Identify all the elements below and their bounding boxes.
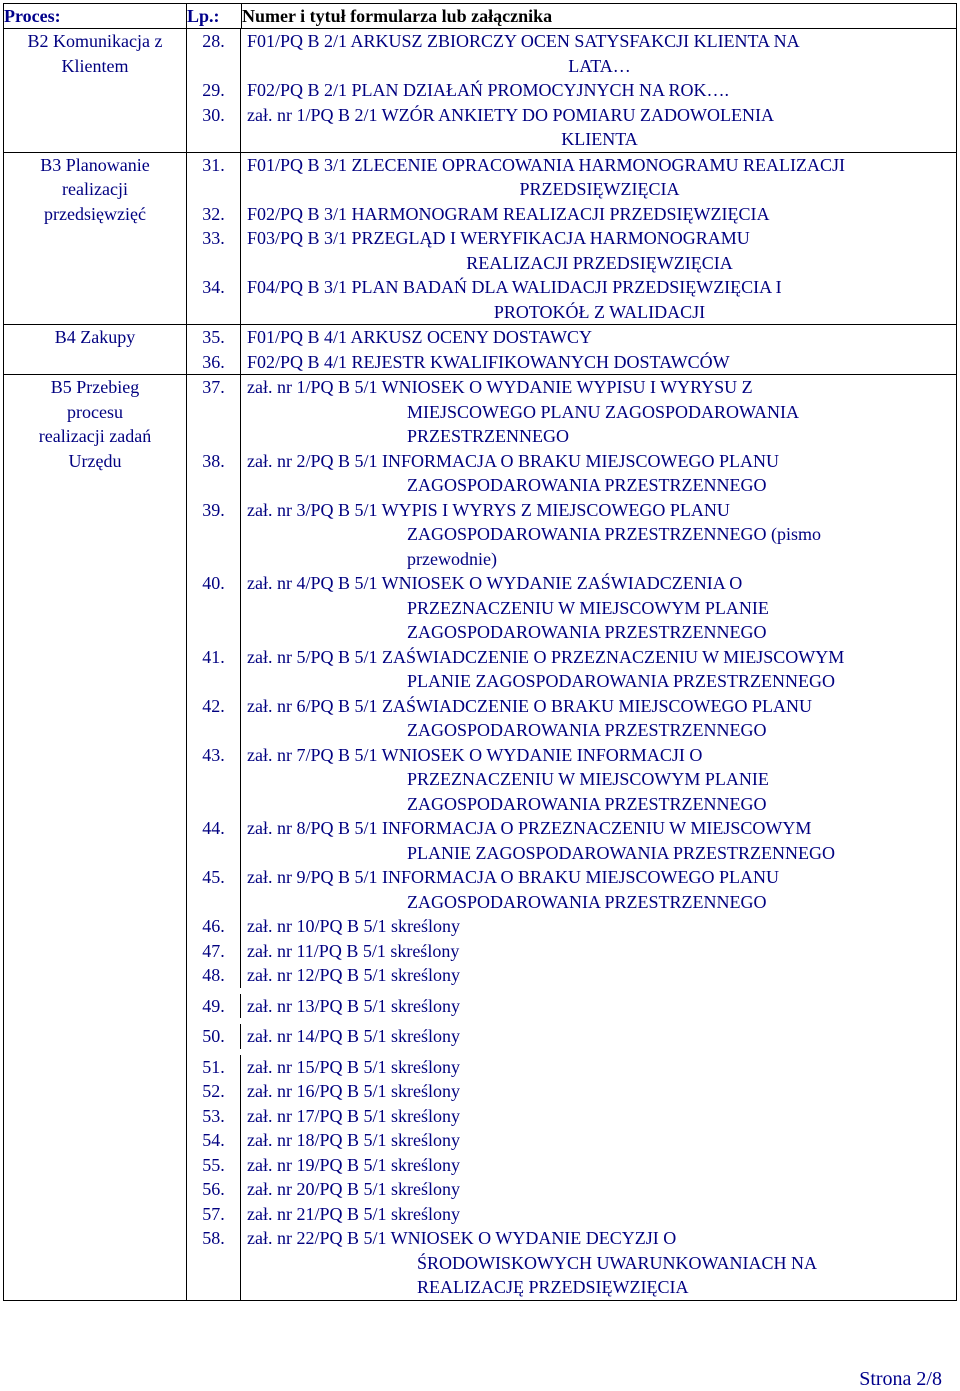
form-number: 44. (187, 816, 241, 865)
form-title-continuation: ZAGOSPODAROWANIA PRZESTRZENNEGO (407, 622, 767, 642)
form-item (187, 939, 956, 964)
form-title-line: zał. nr 12/PQ B 5/1 skreślony (247, 965, 460, 985)
form-number: 54. (187, 1128, 241, 1153)
form-item (187, 153, 956, 202)
process-label-line: B4 Zakupy (54, 327, 136, 347)
form-title-continuation: ZAGOSPODAROWANIA PRZESTRZENNEGO (407, 720, 767, 740)
form-item (187, 275, 956, 324)
forms-cell (187, 152, 957, 325)
form-title (241, 325, 956, 350)
form-title-continuation: ZAGOSPODAROWANIA PRZESTRZENNEGO (407, 475, 767, 495)
form-title-line: zał. nr 16/PQ B 5/1 skreślony (247, 1081, 460, 1101)
form-number: 39. (187, 498, 241, 572)
form-title (241, 743, 956, 817)
form-item (187, 694, 956, 743)
form-title-line: F04/PQ B 3/1 PLAN BADAŃ DLA WALIDACJI PRZEDSIĘWZIĘCIA I (247, 277, 782, 297)
form-title-continuation: REALIZACJI PRZEDSIĘWZIĘCIA (466, 252, 733, 273)
form-title-line: zał. nr 6/PQ B 5/1 ZAŚWIADCZENIE O BRAKU MIEJSCOWEGO PLANU (247, 695, 812, 716)
form-item (187, 1104, 956, 1129)
section-row (4, 325, 957, 375)
form-number: 47. (187, 939, 241, 964)
form-title-line: F02/PQ B 3/1 HARMONOGRAM REALIZACJI PRZEDSIĘWZIĘCIA (247, 203, 770, 224)
table-header-row (4, 4, 957, 29)
form-title (241, 939, 956, 964)
form-title (241, 1153, 956, 1178)
form-title-continuation: ZAGOSPODAROWANIA PRZESTRZENNEGO (407, 793, 767, 814)
form-title-line: zał. nr 3/PQ B 5/1 WYPIS I WYRYS Z MIEJSCOWEGO PLANU (247, 499, 730, 520)
form-title-line: zał. nr 20/PQ B 5/1 skreślony (247, 1179, 460, 1199)
form-title (241, 1226, 956, 1300)
form-number: 56. (187, 1177, 241, 1202)
form-item (187, 1018, 956, 1049)
forms-cell (187, 375, 957, 1301)
form-title (241, 865, 956, 914)
form-number: 53. (187, 1104, 241, 1129)
title-column-header: Numer i tytuł formularza lub załącznika (242, 4, 957, 29)
process-column-header: Proces: (4, 4, 187, 29)
process-cell (4, 152, 187, 325)
form-title-line: F03/PQ B 3/1 PRZEGLĄD I WERYFIKACJA HARMONOGRAMU (247, 228, 750, 248)
form-item (187, 78, 956, 103)
form-number: 51. (187, 1055, 241, 1080)
form-title-continuation: PRZEZNACZENIU W MIEJSCOWYM PLANIE (407, 597, 769, 618)
section-row (4, 152, 957, 325)
form-title-line: zał. nr 15/PQ B 5/1 skreślony (247, 1056, 460, 1077)
form-title (241, 350, 956, 375)
form-title (241, 1079, 956, 1104)
form-title (241, 1024, 956, 1049)
form-title (241, 449, 956, 498)
form-title-line: zał. nr 10/PQ B 5/1 skreślony (247, 916, 460, 936)
forms-cell (187, 29, 957, 153)
form-number: 28. (187, 29, 241, 78)
form-item (187, 1049, 956, 1080)
form-number: 33. (187, 226, 241, 275)
page-number: Strona 2/8 (859, 1368, 942, 1390)
process-label-line: realizacji zadań (38, 426, 152, 446)
form-item (187, 1128, 956, 1153)
form-number: 50. (187, 1024, 241, 1049)
form-title (241, 1104, 956, 1129)
form-item (187, 816, 956, 865)
form-item (187, 963, 956, 988)
form-title-line: zał. nr 22/PQ B 5/1 WNIOSEK O WYDANIE DECYZJI O (247, 1228, 677, 1248)
form-title (241, 202, 956, 227)
form-title-line: zał. nr 19/PQ B 5/1 skreślony (247, 1154, 460, 1175)
form-title-line: zał. nr 13/PQ B 5/1 skreślony (247, 995, 460, 1016)
form-number: 37. (187, 375, 241, 449)
form-title (241, 1177, 956, 1202)
form-title-line: zał. nr 5/PQ B 5/1 ZAŚWIADCZENIE O PRZEZNACZENIU W MIEJSCOWYM (247, 646, 845, 667)
form-title-line: zał. nr 1/PQ B 5/1 WNIOSEK O WYDANIE WYPISU I WYRYSU Z (247, 377, 753, 397)
number-column-header: Lp.: (187, 4, 242, 29)
form-title (241, 1128, 956, 1153)
form-title (241, 994, 956, 1019)
form-title-continuation: PRZEDSIĘWZIĘCIA (519, 179, 680, 199)
form-item (187, 571, 956, 645)
form-item (187, 1177, 956, 1202)
form-title-continuation: przewodnie) (407, 548, 497, 569)
form-title-line: zał. nr 8/PQ B 5/1 INFORMACJA O PRZEZNACZENIU W MIEJSCOWYM (247, 818, 812, 838)
form-title-line: zał. nr 14/PQ B 5/1 skreślony (247, 1026, 460, 1046)
form-title-continuation: KLIENTA (561, 129, 638, 149)
form-item (187, 1202, 956, 1227)
form-number: 41. (187, 645, 241, 694)
form-item (187, 29, 956, 78)
form-number: 46. (187, 914, 241, 939)
form-number: 57. (187, 1202, 241, 1227)
form-title (241, 226, 956, 275)
form-title (241, 153, 956, 202)
form-number: 55. (187, 1153, 241, 1178)
form-title-line: zał. nr 9/PQ B 5/1 INFORMACJA O BRAKU MIEJSCOWEGO PLANU (247, 867, 780, 887)
form-item (187, 103, 956, 152)
form-title-line: zał. nr 4/PQ B 5/1 WNIOSEK O WYDANIE ZAŚWIADCZENIA O (247, 573, 743, 593)
form-title (241, 645, 956, 694)
process-label-line: przedsięwzięć (44, 203, 146, 224)
form-item (187, 1226, 956, 1300)
process-label-line: procesu (67, 401, 123, 422)
forms-cell (187, 325, 957, 375)
form-number: 48. (187, 963, 241, 988)
form-title-continuation: REALIZACJĘ PRZEDSIĘWZIĘCIA (417, 1277, 689, 1297)
process-cell (4, 375, 187, 1301)
section-row (4, 375, 957, 1301)
form-title-line: zał. nr 1/PQ B 2/1 WZÓR ANKIETY DO POMIARU ZADOWOLENIA (247, 104, 774, 125)
form-title (241, 498, 956, 572)
form-number: 29. (187, 78, 241, 103)
form-number: 31. (187, 153, 241, 202)
form-title (241, 816, 956, 865)
form-title-line: zał. nr 2/PQ B 5/1 INFORMACJA O BRAKU MIEJSCOWEGO PLANU (247, 450, 780, 471)
form-title-continuation: LATA… (568, 55, 631, 76)
form-number: 34. (187, 275, 241, 324)
form-item (187, 914, 956, 939)
form-number: 35. (187, 325, 241, 350)
process-label-line: B2 Komunikacja z (27, 31, 163, 51)
form-number: 52. (187, 1079, 241, 1104)
form-title (241, 914, 956, 939)
form-number: 36. (187, 350, 241, 375)
process-label-line: B5 Przebieg (50, 377, 140, 397)
form-number: 38. (187, 449, 241, 498)
form-title-line: zał. nr 21/PQ B 5/1 skreślony (247, 1203, 460, 1224)
form-title-line: F02/PQ B 2/1 PLAN DZIAŁAŃ PROMOCYJNYCH NA ROK…. (247, 80, 730, 100)
form-title-continuation: PRZESTRZENNEGO (407, 426, 569, 446)
form-title (241, 1202, 956, 1227)
form-title-line: zał. nr 7/PQ B 5/1 WNIOSEK O WYDANIE INFORMACJI O (247, 744, 703, 765)
form-item (187, 743, 956, 817)
section-row (4, 29, 957, 153)
form-number: 30. (187, 103, 241, 152)
form-title (241, 694, 956, 743)
form-item (187, 350, 956, 375)
form-number: 45. (187, 865, 241, 914)
form-item (187, 325, 956, 350)
form-title-continuation: PLANIE ZAGOSPODAROWANIA PRZESTRZENNEGO (407, 671, 836, 691)
form-item (187, 645, 956, 694)
form-number: 49. (187, 994, 241, 1019)
form-number: 32. (187, 202, 241, 227)
form-title-continuation: PRZEZNACZENIU W MIEJSCOWYM PLANIE (407, 769, 769, 789)
form-number: 42. (187, 694, 241, 743)
form-title-continuation: ZAGOSPODAROWANIA PRZESTRZENNEGO (pismo (407, 524, 822, 544)
form-title (241, 275, 956, 324)
form-item (187, 1153, 956, 1178)
form-item (187, 202, 956, 227)
form-title (241, 375, 956, 449)
form-title-line: zał. nr 18/PQ B 5/1 skreślony (247, 1130, 460, 1150)
form-title-line: F02/PQ B 4/1 REJESTR KWALIFIKOWANYCH DOSTAWCÓW (247, 351, 730, 372)
forms-table (3, 3, 957, 1301)
form-number: 43. (187, 743, 241, 817)
form-title-line: F01/PQ B 3/1 ZLECENIE OPRACOWANIA HARMONOGRAMU REALIZACJI (247, 154, 846, 175)
process-label-line: Urzędu (68, 450, 122, 471)
table-body (4, 29, 957, 1301)
form-title-continuation: ZAGOSPODAROWANIA PRZESTRZENNEGO (407, 891, 767, 912)
process-label-line: realizacji (62, 179, 128, 199)
form-title (241, 571, 956, 645)
form-number: 40. (187, 571, 241, 645)
form-title (241, 963, 956, 988)
form-title-line: F01/PQ B 2/1 ARKUSZ ZBIORCZY OCEN SATYSFAKCJI KLIENTA NA (247, 31, 800, 51)
form-title-line: zał. nr 17/PQ B 5/1 skreślony (247, 1105, 460, 1126)
form-item (187, 988, 956, 1019)
form-item (187, 865, 956, 914)
form-title-continuation: MIEJSCOWEGO PLANU ZAGOSPODAROWANIA (407, 401, 800, 422)
form-item (187, 449, 956, 498)
form-title (241, 1055, 956, 1080)
form-item (187, 375, 956, 449)
form-title-line: F01/PQ B 4/1 ARKUSZ OCENY DOSTAWCY (247, 327, 592, 347)
form-item (187, 498, 956, 572)
process-cell (4, 325, 187, 375)
form-title-continuation: PROTOKÓŁ Z WALIDACJI (493, 301, 706, 322)
form-title-line: zał. nr 11/PQ B 5/1 skreślony (247, 940, 460, 961)
form-title-continuation: PLANIE ZAGOSPODAROWANIA PRZESTRZENNEGO (407, 842, 836, 863)
form-item (187, 1079, 956, 1104)
process-label-line: Klientem (61, 55, 129, 76)
process-cell (4, 29, 187, 153)
process-label-line: B3 Planowanie (40, 154, 150, 175)
form-title (241, 29, 956, 78)
form-title (241, 103, 956, 152)
form-item (187, 226, 956, 275)
form-number: 58. (187, 1226, 241, 1300)
form-title-continuation: ŚRODOWISKOWYCH UWARUNKOWANIACH NA (417, 1252, 817, 1273)
form-title (241, 78, 956, 103)
